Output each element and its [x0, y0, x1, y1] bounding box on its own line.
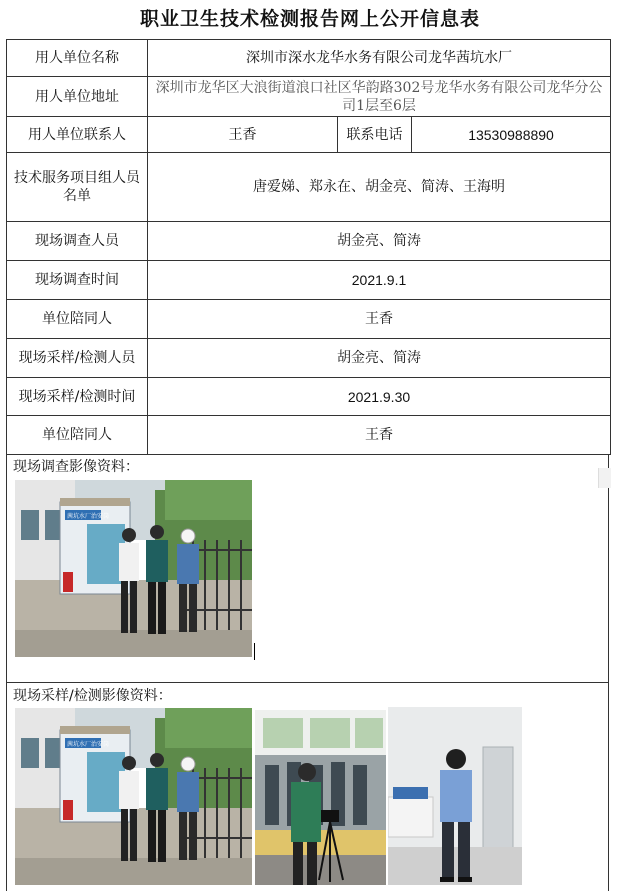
- survey-escort-value: 王香: [148, 300, 611, 339]
- row-survey-staff: [7, 222, 611, 261]
- booth-sign: 茜坑水厂治安岗: [67, 741, 110, 748]
- page-title: 职业卫生技术检测报告网上公开信息表: [139, 8, 480, 30]
- sampling-staff-label: 现场采样/检测人员: [7, 339, 148, 378]
- text-cursor: [254, 643, 255, 660]
- resize-handle: [598, 468, 611, 488]
- sampling-escort-label: 单位陪同人: [7, 416, 148, 455]
- booth-sign: 茜坑水厂治安岗: [67, 513, 110, 520]
- row-unit-name: [7, 40, 611, 77]
- sampling-escort-value: 王香: [148, 416, 611, 455]
- sampling-time-label: 现场采样/检测时间: [7, 378, 148, 416]
- row-survey-time: [7, 261, 611, 300]
- sampling-photo-3: [388, 707, 522, 885]
- unit-address-label: 用人单位地址: [7, 77, 148, 117]
- survey-time-label: 现场调查时间: [7, 261, 148, 300]
- sampling-images-label: 现场采样/检测影像资料：: [13, 688, 172, 704]
- sampling-photo-2-image: [255, 710, 386, 885]
- survey-staff-label: 现场调查人员: [7, 222, 148, 261]
- sampling-photo-1-image: [15, 708, 252, 885]
- survey-time-value: 2021.9.1: [148, 261, 611, 300]
- row-sampling-time: [7, 378, 611, 416]
- sampling-time-value: 2021.9.30: [148, 378, 611, 416]
- row-survey-escort: [7, 300, 611, 339]
- contact-value: 王香: [148, 117, 338, 153]
- survey-images-label: 现场调查影像资料：: [13, 459, 139, 475]
- sampling-photo-3-image: [388, 707, 522, 885]
- team-label: 技术服务项目组人员名单: [7, 153, 148, 222]
- row-contact: [7, 117, 611, 153]
- phone-label: 联系电话: [338, 117, 412, 153]
- survey-staff-value: 胡金亮、简涛: [148, 222, 611, 261]
- sampling-staff-value: 胡金亮、简涛: [148, 339, 611, 378]
- sampling-photo-1: [15, 708, 252, 885]
- unit-name-value: 深圳市深水龙华水务有限公司龙华茜坑水厂: [148, 40, 611, 77]
- survey-photo-image: [15, 480, 252, 657]
- row-sampling-staff: [7, 339, 611, 378]
- sampling-photo-2: [255, 710, 386, 885]
- row-team: [7, 153, 611, 222]
- team-value: 唐爱娣、郑永在、胡金亮、简涛、王海明: [148, 153, 611, 222]
- row-sampling-escort: [7, 416, 611, 455]
- survey-photo: [15, 480, 252, 657]
- info-table: [6, 39, 611, 455]
- survey-escort-label: 单位陪同人: [7, 300, 148, 339]
- unit-name-label: 用人单位名称: [7, 40, 148, 77]
- phone-value: 13530988890: [412, 117, 611, 153]
- unit-address-value: 深圳市龙华区大浪街道浪口社区华韵路302号龙华水务有限公司龙华分公司1层至6层: [148, 77, 611, 117]
- contact-label: 用人单位联系人: [7, 117, 148, 153]
- row-unit-address: [7, 77, 611, 117]
